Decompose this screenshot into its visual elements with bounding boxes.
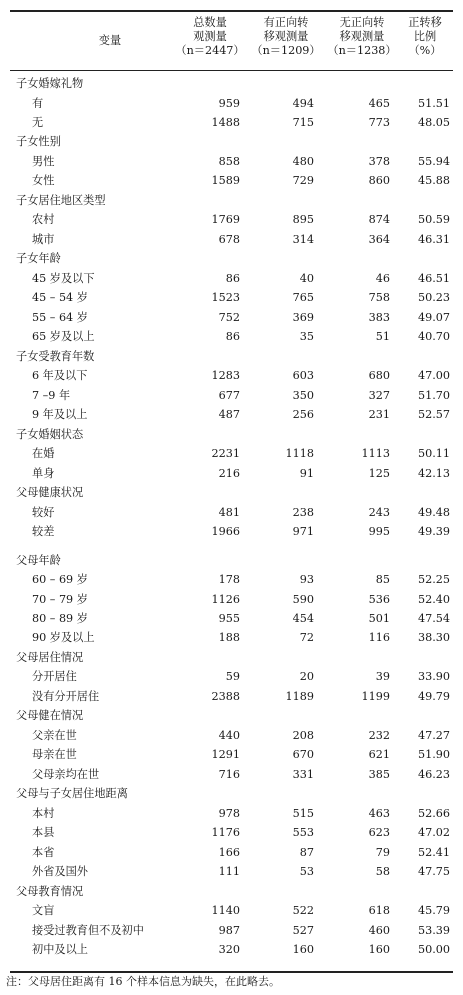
positive-cell: 494 (292, 96, 314, 110)
non-positive-cell: 51 (375, 330, 390, 344)
ratio-cell: 33.90 (417, 670, 450, 684)
table-row (10, 405, 453, 424)
row-label: 本县 (32, 826, 55, 840)
non-positive-cell: 465 (368, 96, 390, 110)
group-label: 父母健在情况 (16, 709, 84, 723)
positive-cell: 87 (299, 845, 314, 859)
positive-cell: 765 (292, 291, 314, 305)
ratio-cell: 49.39 (417, 525, 450, 538)
row-label: 9 年及以上 (32, 408, 88, 422)
positive-cell: 670 (292, 748, 314, 762)
non-positive-cell: 501 (368, 612, 390, 625)
ratio-cell: 50.23 (417, 291, 450, 305)
header-ratio: 正转移 比例 （%） (408, 16, 442, 57)
ratio-cell: 52.40 (417, 592, 450, 606)
positive-cell: 331 (292, 767, 314, 781)
positive-cell: 369 (292, 310, 314, 324)
positive-cell: 1118 (285, 447, 314, 461)
row-label: 母亲在世 (32, 748, 77, 762)
positive-cell: 729 (292, 174, 314, 188)
table-row (10, 843, 453, 862)
non-positive-cell: 621 (368, 748, 390, 762)
table-row (10, 444, 453, 463)
ratio-cell: 48.05 (417, 116, 450, 129)
table-row (10, 687, 453, 706)
header-total: 总数量 观测量 （n＝2447） (175, 16, 245, 57)
total-cell: 955 (218, 612, 240, 625)
non-positive-cell: 58 (375, 865, 390, 879)
total-cell: 1283 (211, 369, 240, 383)
group-header-row (10, 74, 453, 93)
total-cell: 987 (218, 923, 240, 937)
row-label: 本省 (32, 845, 55, 859)
non-positive-cell: 85 (375, 573, 390, 586)
positive-cell: 1189 (285, 689, 314, 703)
non-positive-cell: 125 (368, 466, 390, 480)
positive-cell: 895 (292, 213, 314, 227)
non-positive-cell: 1113 (361, 447, 390, 461)
row-label: 90 岁及以上 (32, 631, 95, 645)
header-variable: 变量 (98, 34, 122, 47)
positive-cell: 480 (292, 154, 314, 168)
total-cell: 59 (225, 670, 240, 684)
positive-cell: 53 (299, 865, 314, 879)
positive-cell: 454 (292, 612, 314, 625)
table-row (10, 288, 453, 307)
row-label: 在婚 (32, 447, 55, 461)
non-positive-cell: 160 (368, 943, 390, 957)
ratio-cell: 46.51 (417, 271, 450, 285)
table-row (10, 152, 453, 171)
ratio-cell: 52.57 (417, 408, 450, 422)
non-positive-cell: 995 (368, 525, 390, 538)
ratio-cell: 50.11 (417, 447, 450, 461)
table-row (10, 269, 453, 288)
table-row (10, 522, 453, 541)
total-cell: 440 (218, 728, 240, 742)
row-label: 单身 (32, 466, 55, 480)
total-cell: 978 (218, 806, 240, 820)
ratio-cell: 45.79 (417, 904, 450, 918)
non-positive-cell: 680 (368, 369, 390, 383)
non-positive-cell: 874 (368, 213, 390, 227)
row-label: 80 – 89 岁 (32, 612, 88, 625)
ratio-cell: 46.31 (417, 232, 450, 246)
positive-cell: 72 (299, 631, 314, 645)
positive-cell: 527 (292, 923, 314, 937)
row-label: 6 年及以下 (32, 369, 88, 383)
positive-cell: 93 (299, 573, 314, 586)
row-label: 55 – 64 岁 (32, 310, 88, 324)
total-cell: 216 (218, 466, 240, 480)
non-positive-cell: 860 (368, 174, 390, 188)
total-cell: 858 (218, 154, 240, 168)
row-label: 分开居住 (32, 670, 77, 684)
total-cell: 2231 (211, 447, 240, 461)
group-label: 子女婚姻状态 (16, 427, 84, 441)
row-label: 较好 (32, 505, 55, 519)
positive-cell: 715 (292, 116, 314, 129)
total-cell: 166 (218, 845, 240, 859)
table-row (10, 745, 453, 764)
group-header-row (10, 425, 453, 444)
group-label: 父母健康状况 (16, 486, 84, 500)
total-cell: 320 (218, 943, 240, 957)
row-label: 本村 (32, 806, 55, 820)
table-row (10, 366, 453, 385)
row-label: 7 –9 年 (32, 388, 71, 402)
row-label: 女性 (32, 174, 55, 188)
row-label: 外省及国外 (32, 865, 88, 879)
group-header-row (10, 551, 453, 570)
table-row (10, 765, 453, 784)
total-cell: 1126 (211, 592, 240, 606)
ratio-cell: 38.30 (417, 631, 450, 645)
non-positive-cell: 618 (368, 904, 390, 918)
header-non-positive: 无正向转 移观测量 （n＝1238） (327, 16, 397, 57)
ratio-cell: 51.70 (417, 388, 450, 402)
non-positive-cell: 460 (368, 923, 390, 937)
total-cell: 1523 (211, 291, 240, 305)
row-label: 父亲在世 (32, 728, 77, 742)
group-label: 子女婚嫁礼物 (16, 77, 84, 90)
table-row (10, 327, 453, 346)
row-label: 70 – 79 岁 (32, 592, 88, 606)
table-row (10, 901, 453, 920)
non-positive-cell: 46 (375, 271, 390, 285)
bottom-rule (10, 971, 453, 973)
group-header-row (10, 132, 453, 151)
ratio-cell: 52.66 (417, 806, 450, 820)
ratio-cell: 49.79 (417, 689, 450, 703)
non-positive-cell: 378 (368, 154, 390, 168)
non-positive-cell: 116 (368, 631, 390, 645)
row-label: 文盲 (32, 904, 55, 918)
non-positive-cell: 232 (368, 728, 390, 742)
group-header-row (10, 648, 453, 667)
non-positive-cell: 536 (368, 592, 390, 606)
positive-cell: 515 (292, 806, 314, 820)
total-cell: 1291 (211, 748, 240, 762)
positive-cell: 91 (299, 466, 314, 480)
table-row (10, 386, 453, 405)
non-positive-cell: 243 (368, 505, 390, 519)
total-cell: 2388 (211, 689, 240, 703)
row-label: 60 – 69 岁 (32, 573, 88, 586)
table-row (10, 823, 453, 842)
ratio-cell: 51.51 (417, 96, 450, 110)
group-header-row (10, 706, 453, 725)
positive-cell: 40 (299, 271, 314, 285)
row-label: 没有分开居住 (32, 689, 100, 703)
table-row (10, 921, 453, 940)
group-label: 父母居住情况 (16, 650, 84, 664)
ratio-cell: 49.07 (417, 310, 450, 324)
table-note: 注：父母居住距离有 16 个样本信息为缺失，在此略去。 (6, 975, 280, 988)
ratio-cell: 45.88 (417, 174, 450, 188)
positive-cell: 35 (299, 330, 314, 344)
group-header-row (10, 191, 453, 210)
total-cell: 86 (225, 330, 240, 344)
non-positive-cell: 758 (368, 291, 390, 305)
ratio-cell: 53.39 (417, 923, 450, 937)
total-cell: 1140 (211, 904, 240, 918)
positive-cell: 160 (292, 943, 314, 957)
table-row (10, 308, 453, 327)
table-row (10, 503, 453, 522)
table-row (10, 464, 453, 483)
positive-cell: 603 (292, 369, 314, 383)
ratio-cell: 46.23 (417, 767, 450, 781)
positive-cell: 350 (292, 388, 314, 402)
row-label: 初中及以上 (32, 943, 88, 957)
positive-cell: 590 (292, 592, 314, 606)
ratio-cell: 42.13 (417, 466, 450, 480)
positive-cell: 522 (292, 904, 314, 918)
table-row (10, 570, 453, 589)
non-positive-cell: 383 (368, 310, 390, 324)
total-cell: 188 (218, 631, 240, 645)
header-rule (10, 70, 453, 71)
non-positive-cell: 231 (368, 408, 390, 422)
non-positive-cell: 79 (375, 845, 390, 859)
ratio-cell: 47.75 (417, 865, 450, 879)
table-row (10, 940, 453, 959)
total-cell: 86 (225, 271, 240, 285)
total-cell: 1176 (211, 826, 240, 840)
table-row (10, 210, 453, 229)
table-row (10, 94, 453, 113)
group-label: 子女性别 (16, 135, 61, 149)
row-label: 男性 (32, 154, 55, 168)
table-row (10, 628, 453, 647)
row-label: 接受过教育但不及初中 (32, 923, 144, 937)
non-positive-cell: 39 (375, 670, 390, 684)
group-label: 父母年龄 (16, 553, 61, 567)
row-label: 城市 (32, 232, 55, 246)
positive-cell: 256 (292, 408, 314, 422)
ratio-cell: 50.00 (417, 943, 450, 957)
non-positive-cell: 1199 (361, 689, 390, 703)
row-label: 65 岁及以上 (32, 330, 95, 344)
table-row (10, 171, 453, 190)
ratio-cell: 52.25 (417, 573, 450, 586)
ratio-cell: 47.02 (417, 826, 450, 840)
total-cell: 678 (218, 232, 240, 246)
total-cell: 752 (218, 310, 240, 324)
total-cell: 677 (218, 388, 240, 402)
table-row (10, 609, 453, 628)
ratio-cell: 49.48 (417, 505, 450, 519)
total-cell: 178 (218, 573, 240, 586)
group-header-row (10, 784, 453, 803)
group-label: 子女受教育年数 (16, 349, 95, 363)
row-label: 较差 (32, 525, 55, 538)
total-cell: 716 (218, 767, 240, 781)
table-row (10, 113, 453, 132)
table-row (10, 230, 453, 249)
positive-cell: 20 (299, 670, 314, 684)
total-cell: 1769 (211, 213, 240, 227)
group-label: 父母教育情况 (16, 884, 84, 898)
group-header-row (10, 882, 453, 901)
table-row (10, 590, 453, 609)
non-positive-cell: 364 (368, 232, 390, 246)
positive-cell: 208 (292, 728, 314, 742)
table-row (10, 726, 453, 745)
row-label: 有 (32, 96, 44, 110)
table-row (10, 804, 453, 823)
ratio-cell: 55.94 (417, 154, 450, 168)
ratio-cell: 47.00 (417, 369, 450, 383)
non-positive-cell: 327 (368, 388, 390, 402)
group-header-row (10, 249, 453, 268)
ratio-cell: 50.59 (417, 213, 450, 227)
ratio-cell: 40.70 (417, 330, 450, 344)
group-label: 子女年龄 (16, 252, 61, 266)
group-label: 父母与子女居住地距离 (16, 787, 128, 801)
non-positive-cell: 623 (368, 826, 390, 840)
row-label: 45 岁及以下 (32, 271, 95, 285)
non-positive-cell: 463 (368, 806, 390, 820)
header-positive: 有正向转 移观测量 （n＝1209） (251, 16, 321, 57)
ratio-cell: 52.41 (417, 845, 450, 859)
ratio-cell: 47.54 (417, 612, 450, 625)
non-positive-cell: 773 (368, 116, 390, 129)
non-positive-cell: 385 (368, 767, 390, 781)
total-cell: 487 (218, 408, 240, 422)
row-label: 农村 (32, 213, 55, 227)
table-row (10, 862, 453, 881)
positive-cell: 238 (292, 505, 314, 519)
total-cell: 1966 (211, 525, 240, 538)
row-label: 45 – 54 岁 (32, 291, 88, 305)
total-cell: 959 (218, 96, 240, 110)
positive-cell: 314 (292, 232, 314, 246)
positive-cell: 971 (292, 525, 314, 538)
ratio-cell: 51.90 (417, 748, 450, 762)
group-header-row (10, 483, 453, 502)
total-cell: 1589 (211, 174, 240, 188)
total-cell: 481 (218, 505, 240, 519)
total-cell: 1488 (211, 116, 240, 129)
total-cell: 111 (218, 865, 240, 879)
row-label: 无 (32, 116, 44, 129)
positive-cell: 553 (292, 826, 314, 840)
table-row (10, 667, 453, 686)
group-header-row (10, 347, 453, 366)
group-label: 子女居住地区类型 (16, 193, 106, 207)
row-label: 父母亲均在世 (32, 767, 100, 781)
ratio-cell: 47.27 (417, 728, 450, 742)
top-rule (10, 10, 453, 12)
